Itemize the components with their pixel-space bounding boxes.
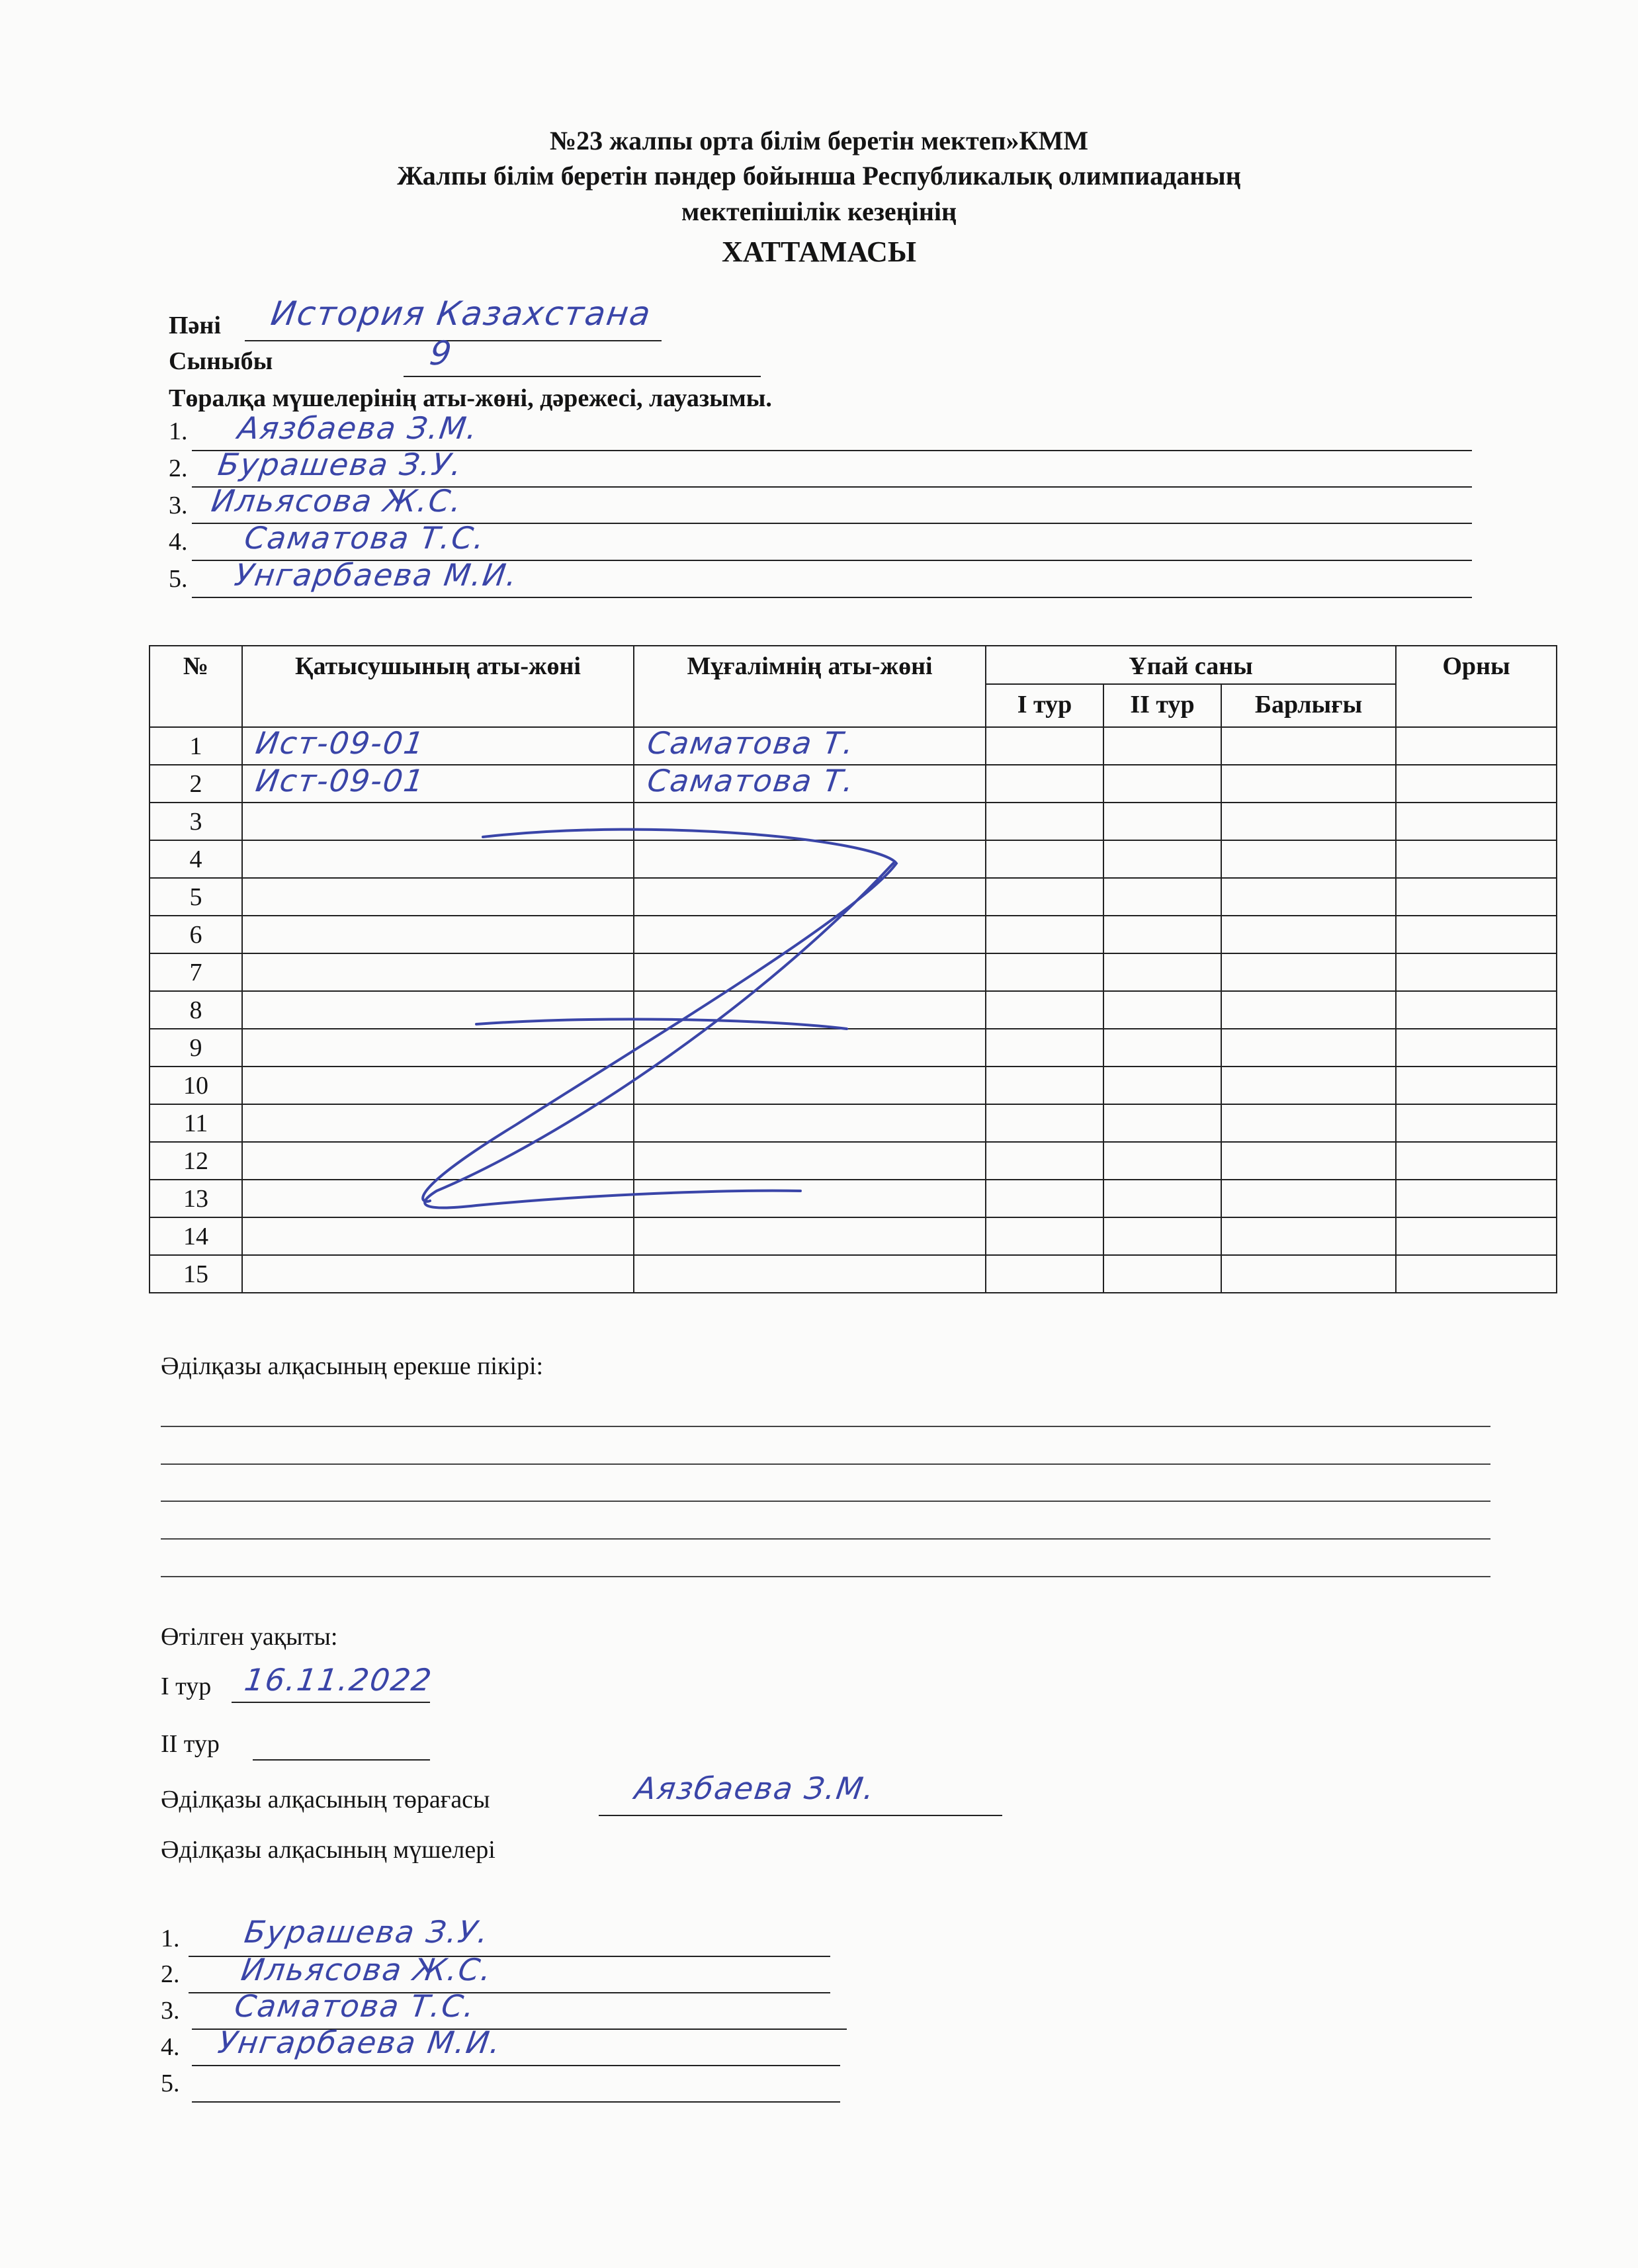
jury-name: Унгарбаева М.И. xyxy=(232,557,521,593)
col-place-header: Орны xyxy=(1396,646,1557,727)
row-number: 4 xyxy=(150,840,242,878)
row-number: 7 xyxy=(150,953,242,991)
header-line-1: №23 жалпы орта білім беретін мектеп»КММ xyxy=(549,126,1089,155)
jury-num: 3. xyxy=(169,492,188,519)
jury-num: 4. xyxy=(169,528,188,556)
row-number: 1 xyxy=(150,727,242,765)
member-name: Ильясова Ж.С. xyxy=(239,1952,495,1987)
member-num: 3. xyxy=(161,1997,180,2025)
time-label: Өтілген уақыты: xyxy=(161,1623,338,1651)
round1-label: І тур xyxy=(161,1673,212,1700)
chair-label: Әділқазы алқасының төрағасы xyxy=(161,1786,490,1813)
row-number: 11 xyxy=(150,1104,242,1142)
row-number: 14 xyxy=(150,1217,242,1255)
col-teacher-header: Мұғалімнің аты-жөні xyxy=(634,646,986,727)
col-num-header: № xyxy=(150,646,242,727)
participant-code: Ист-09-01 xyxy=(253,725,427,761)
row-number: 6 xyxy=(150,916,242,953)
member-num: 4. xyxy=(161,2033,180,2061)
member-num: 5. xyxy=(161,2070,180,2097)
participant-code: Ист-09-01 xyxy=(253,763,427,799)
row-number: 13 xyxy=(150,1180,242,1217)
chair-signature: Аязбаева З.М. xyxy=(632,1770,878,1806)
row-number: 10 xyxy=(150,1067,242,1104)
jury-name: Бурашева З.У. xyxy=(216,447,466,482)
jury-num: 1. xyxy=(169,417,188,445)
member-name: Саматова Т.С. xyxy=(232,1988,478,2024)
row-number: 15 xyxy=(150,1255,242,1293)
col-round2-header: ІІ тур xyxy=(1103,684,1221,727)
row-number: 12 xyxy=(150,1142,242,1180)
jury-num: 5. xyxy=(169,565,188,593)
col-participant-header: Қатысушының аты-жөні xyxy=(242,646,634,727)
grade-label: Сыныбы xyxy=(169,347,273,375)
jury-heading: Төралқа мүшелерінің аты-жөні, дәрежесі, лауазымы. xyxy=(169,384,772,412)
round1-date: 16.11.2022 xyxy=(242,1662,435,1698)
row-number: 8 xyxy=(150,991,242,1029)
col-score-header: Ұпай саны xyxy=(986,646,1396,684)
jury-num: 2. xyxy=(169,455,188,482)
row-number: 9 xyxy=(150,1029,242,1067)
row-number: 2 xyxy=(150,765,242,803)
subject-value: История Казахстана xyxy=(268,294,654,333)
opinion-label: Әділқазы алқасының ерекше пікірі: xyxy=(161,1352,544,1380)
grade-value: 9 xyxy=(427,334,455,372)
jury-name: Ильясова Ж.С. xyxy=(209,483,465,519)
jury-name: Аязбаева З.М. xyxy=(236,410,481,446)
jury-name: Саматова Т.С. xyxy=(242,520,488,556)
teacher-name: Саматова Т. xyxy=(645,763,857,799)
row-number: 3 xyxy=(150,803,242,840)
member-name: Бурашева З.У. xyxy=(242,1914,492,1950)
page-title: ХАТТАМАСЫ xyxy=(721,236,917,268)
col-total-header: Барлығы xyxy=(1221,684,1396,727)
row-number: 5 xyxy=(150,878,242,916)
subject-label: Пәні xyxy=(169,312,221,339)
header-line-3: мектепішілік кезеңінің xyxy=(681,196,957,226)
col-round1-header: І тур xyxy=(986,684,1103,727)
header-line-2: Жалпы білім беретін пәндер бойынша Республикалық олимпиаданың xyxy=(397,161,1241,191)
member-name: Унгарбаева М.И. xyxy=(216,2025,504,2060)
member-num: 1. xyxy=(161,1925,180,1952)
teacher-name: Саматова Т. xyxy=(645,725,857,761)
member-num: 2. xyxy=(161,1960,180,1988)
members-label: Әділқазы алқасының мүшелері xyxy=(161,1836,496,1864)
round2-label: ІІ тур xyxy=(161,1730,220,1758)
